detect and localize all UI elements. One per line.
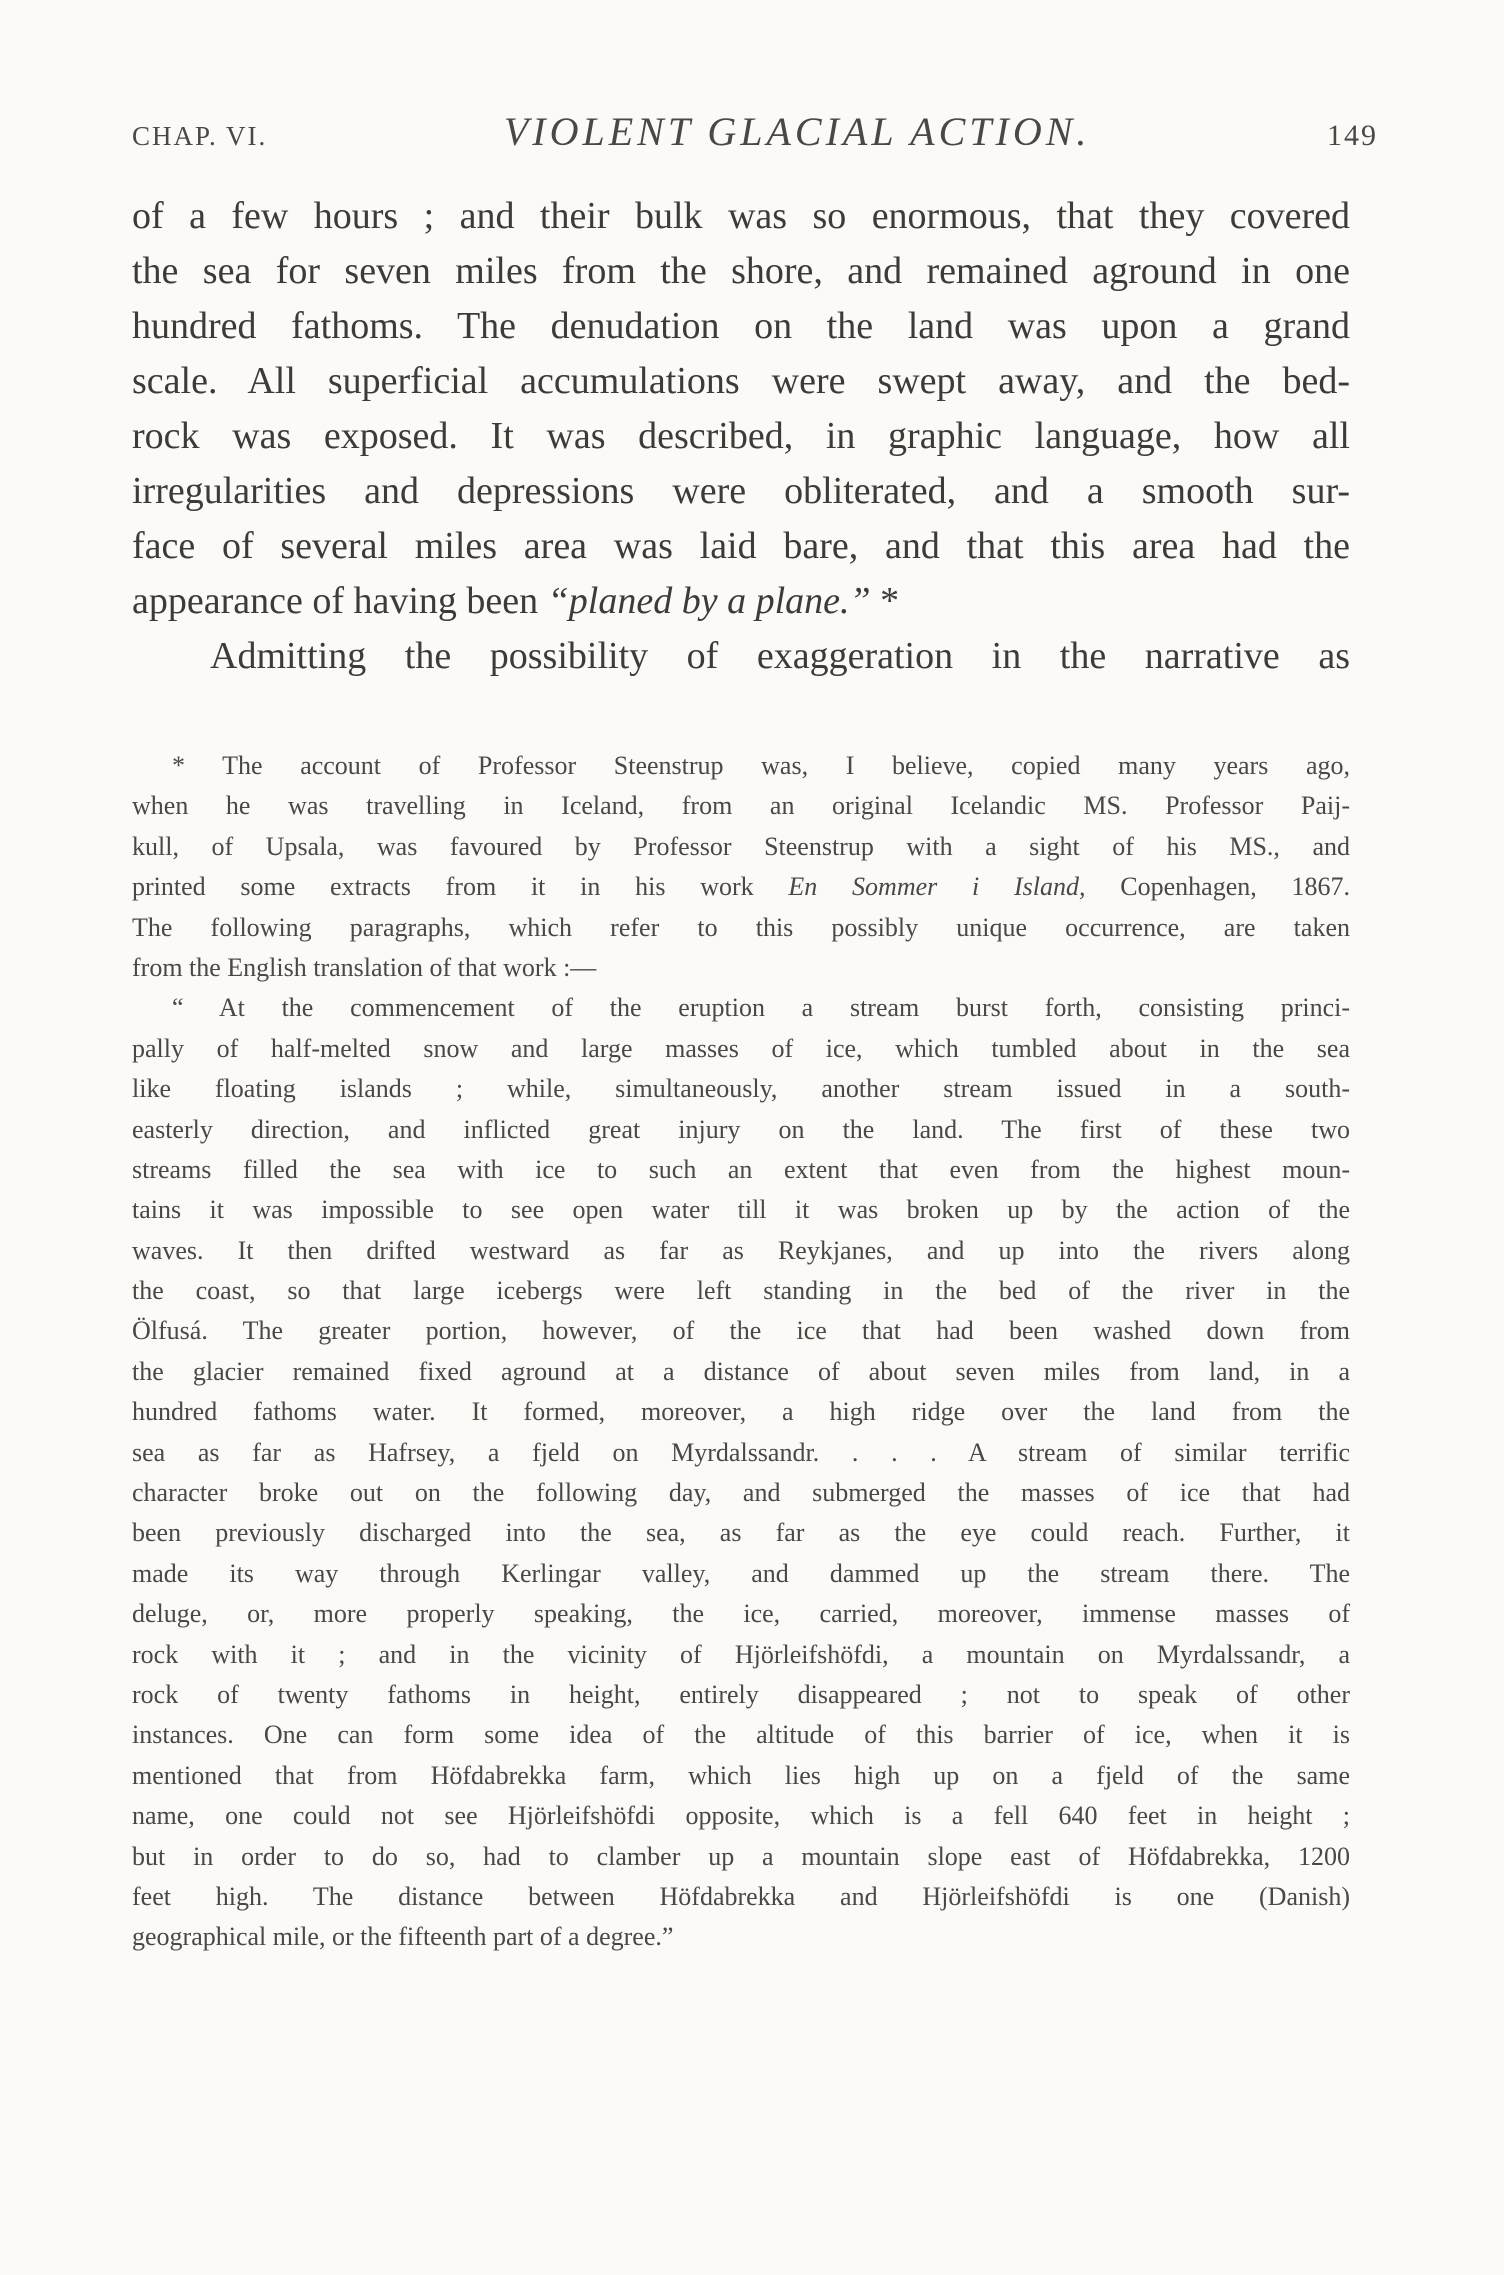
quote-line: made its way through Kerlingar valley, and dammed up the stream there. The (132, 1558, 1350, 1588)
quote-line: mentioned that from Höfdabrekka farm, which lies high up on a fjeld of the same (132, 1760, 1350, 1790)
footnote-line: * The account of Professor Steenstrup was, I believe, copied many years ago, (172, 751, 1350, 780)
quote-line: “ At the commencement of the eruption a stream burst forth, consisting princi- (172, 993, 1350, 1023)
body-line: the sea for seven miles from the shore, and remained aground in one (132, 250, 1350, 292)
footnote-line: when he was travelling in Iceland, from an original Icelandic MS. Professor Paij- (132, 791, 1350, 821)
quote-line: rock with it ; and in the vicinity of Hjörleifshöfdi, a mountain on Myrdalssandr, a (132, 1639, 1350, 1669)
footnote-line (132, 867, 1350, 907)
footnote-line: kull, of Upsala, was favoured by Professor Steenstrup with a sight of his MS., and (132, 831, 1350, 861)
quote-line: easterly direction, and inflicted great injury on the land. The first of these two (132, 1114, 1350, 1144)
quote-line: been previously discharged into the sea, as far as the eye could reach. Further, it (132, 1518, 1350, 1548)
footnote-line: The following paragraphs, which refer to this possibly unique occurrence, are taken (132, 912, 1350, 942)
footnote-line: from the English translation of that work :— (132, 952, 597, 982)
quote-line: instances. One can form some idea of the altitude of this barrier of ice, when it is (132, 1720, 1350, 1750)
quote-line: feet high. The distance between Höfdabrekka and Hjörleifshöfdi is one (Danish) (132, 1881, 1350, 1911)
body-line (132, 574, 1350, 629)
running-header (132, 108, 1378, 158)
quote-line: deluge, or, more properly speaking, the ice, carried, moreover, immense masses of (132, 1599, 1350, 1629)
footnote-text: printed some extracts from it in his work (132, 872, 789, 902)
quote-line: hundred fathoms water. It formed, moreover, a high ridge over the land from the (132, 1397, 1350, 1427)
body-line: irregularities and depressions were obliterated, and a smooth sur- (132, 470, 1350, 512)
quote-line: the glacier remained fixed aground at a distance of about seven miles from land, in a (132, 1356, 1350, 1386)
footnote-marker: * (870, 580, 900, 622)
quote-line: sea as far as Hafrsey, a fjeld on Myrdalssandr. . . . A stream of similar terrific (132, 1437, 1350, 1467)
quote-line: character broke out on the following day, and submerged the masses of ice that had (132, 1478, 1350, 1508)
body-line: hundred fathoms. The denudation on the land was upon a grand (132, 305, 1350, 347)
body-line: rock was exposed. It was described, in graphic language, how all (132, 415, 1350, 457)
quote-line: streams filled the sea with ice to such an extent that even from the highest moun- (132, 1154, 1350, 1184)
quote-line: waves. It then drifted westward as far as Reykjanes, and up into the rivers along (132, 1235, 1350, 1265)
quote-line: Ölfusá. The greater portion, however, of the ice that had been washed down from (132, 1316, 1350, 1346)
body-line: Admitting the possibility of exaggeration in the narrative as (210, 635, 1350, 677)
quote-line: but in order to do so, had to clamber up a mountain slope east of Höfdabrekka, 1200 (132, 1841, 1350, 1871)
quoted-phrase: “planed by a plane.” (547, 580, 871, 622)
footnote-text: Copenhagen, 1867. (1085, 872, 1350, 902)
page-number: 149 (1326, 119, 1378, 152)
chapter-label: CHAP. VI. (132, 121, 268, 151)
body-line: scale. All superficial accumulations were swept away, and the bed- (132, 360, 1350, 402)
quote-line: tains it was impossible to see open water till it was broken up by the action of the (132, 1195, 1350, 1225)
body-line: of a few hours ; and their bulk was so enormous, that they covered (132, 195, 1350, 237)
quote-line: name, one could not see Hjörleifshöfdi opposite, which is a fell 640 feet in height ; (132, 1801, 1350, 1831)
body-line: face of several miles area was laid bare, and that this area had the (132, 525, 1350, 567)
quote-line: rock of twenty fathoms in height, entirely disappeared ; not to speak of other (132, 1679, 1350, 1709)
body-text: appearance of having been (132, 580, 548, 622)
main-text (132, 189, 1350, 684)
quote-line: like floating islands ; while, simultaneously, another stream issued in a south- (132, 1074, 1350, 1104)
footnote (132, 746, 1350, 1958)
quote-line: the coast, so that large icebergs were left standing in the bed of the river in the (132, 1276, 1350, 1306)
book-title: En Sommer i Island, (788, 872, 1086, 902)
quote-line: pally of half-melted snow and large masses of ice, which tumbled about in the sea (132, 1033, 1350, 1063)
quote-line: geographical mile, or the fifteenth part of a degree.” (132, 1922, 674, 1952)
running-title: VIOLENT GLACIAL ACTION. (503, 109, 1091, 154)
